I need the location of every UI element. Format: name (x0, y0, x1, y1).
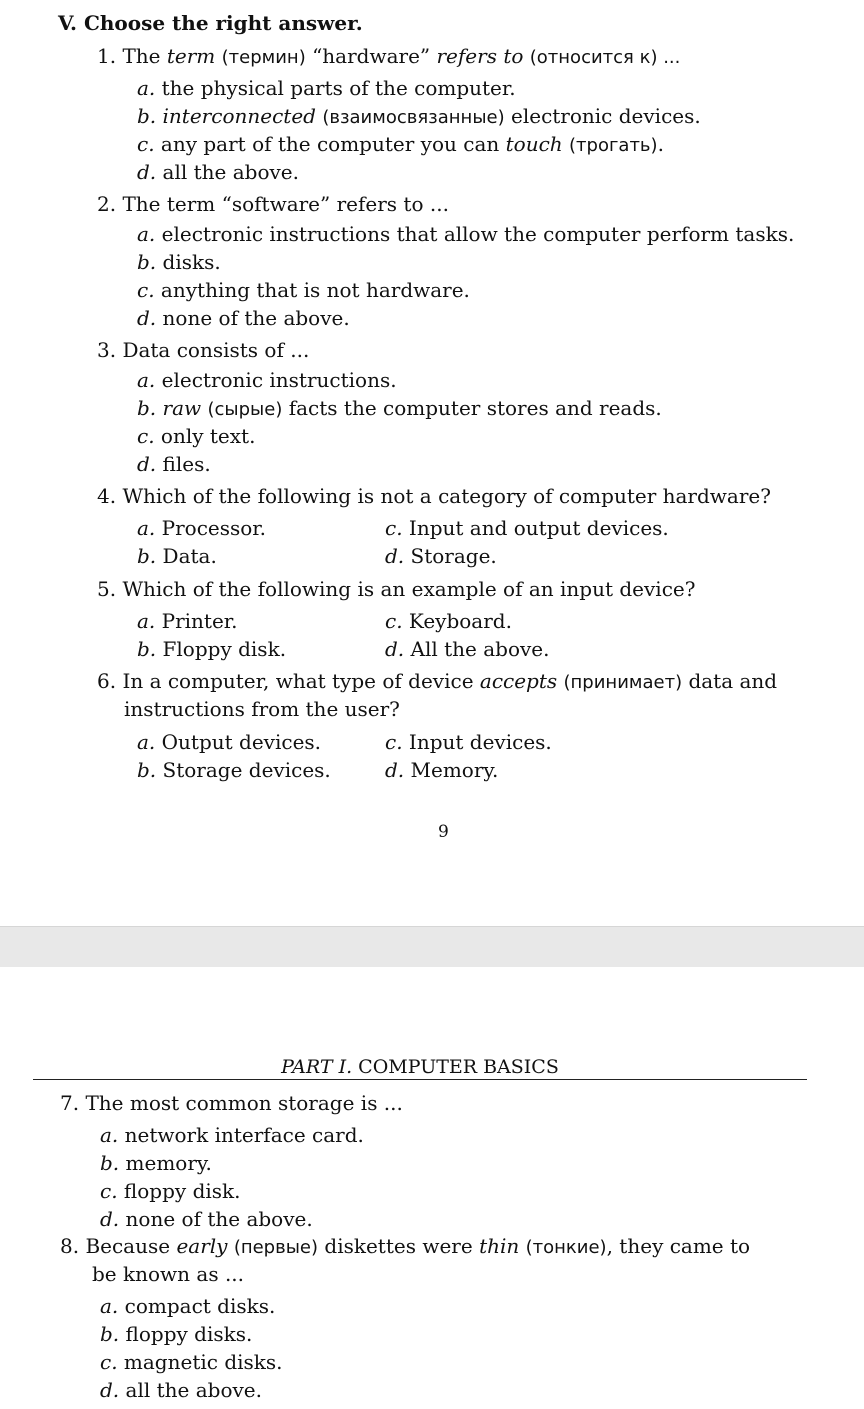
option-1b: b. interconnected (взаимосвязанные) electronic devices. (137, 104, 701, 128)
question-8: 8. Because early (первые) diskettes were thin (тонкие), they came to (60, 1234, 751, 1258)
option-5d: d. All the above. (385, 637, 550, 661)
option-7d: d. none of the above. (100, 1207, 313, 1231)
option-4a: a. Processor. (137, 516, 267, 540)
option-3b: b. raw (сырые) facts the computer stores and reads. (137, 396, 662, 420)
page-10 (0, 966, 864, 1409)
option-4b: b. Data. (137, 544, 217, 568)
option-4d: d. Storage. (385, 544, 497, 568)
option-5a: a. Printer. (137, 609, 238, 633)
option-6d: d. Memory. (385, 758, 499, 782)
option-2d: d. none of the above. (137, 306, 350, 330)
option-2a: a. electronic instructions that allow the computer perform tasks. (137, 222, 795, 246)
question-2: 2. The term “software” refers to ... (97, 192, 449, 216)
option-7b: b. memory. (100, 1151, 212, 1175)
option-8c: c. magnetic disks. (100, 1350, 283, 1374)
header-rule (33, 1079, 807, 1080)
option-2b: b. disks. (137, 250, 221, 274)
option-4c: c. Input and output devices. (385, 516, 669, 540)
option-8b: b. floppy disks. (100, 1322, 253, 1346)
question-4: 4. Which of the following is not a category of computer hardware? (97, 484, 771, 508)
question-1: 1. The term (термин) “hardware” refers to (относится к) ... (97, 44, 681, 68)
running-head: PART I. COMPUTER BASICS (281, 1056, 559, 1078)
option-8d: d. all the above. (100, 1378, 262, 1402)
option-5b: b. Floppy disk. (137, 637, 287, 661)
question-6: 6. In a computer, what type of device accepts (принимает) data and (97, 669, 778, 693)
option-5c: c. Keyboard. (385, 609, 512, 633)
question-6-line-2: instructions from the user? (124, 697, 400, 721)
option-7c: c. floppy disk. (100, 1179, 241, 1203)
page-number: 9 (438, 822, 449, 842)
page-separator (0, 926, 864, 967)
option-3d: d. files. (137, 452, 211, 476)
option-8a: a. compact disks. (100, 1294, 276, 1318)
question-3: 3. Data consists of ... (97, 338, 310, 362)
section-title: V. Choose the right answer. (58, 11, 363, 35)
option-2c: c. anything that is not hardware. (137, 278, 470, 302)
option-6b: b. Storage devices. (137, 758, 331, 782)
option-1d: d. all the above. (137, 160, 299, 184)
question-5: 5. Which of the following is an example of an input device? (97, 577, 696, 601)
question-8-line-2: be known as ... (92, 1262, 245, 1286)
option-6c: c. Input devices. (385, 730, 552, 754)
option-3a: a. electronic instructions. (137, 368, 397, 392)
option-3c: c. only text. (137, 424, 256, 448)
option-1a: a. the physical parts of the computer. (137, 76, 516, 100)
question-7: 7. The most common storage is ... (60, 1091, 403, 1115)
option-1c: c. any part of the computer you can touch (трогать). (137, 132, 664, 156)
option-7a: a. network interface card. (100, 1123, 364, 1147)
option-6a: a. Output devices. (137, 730, 322, 754)
